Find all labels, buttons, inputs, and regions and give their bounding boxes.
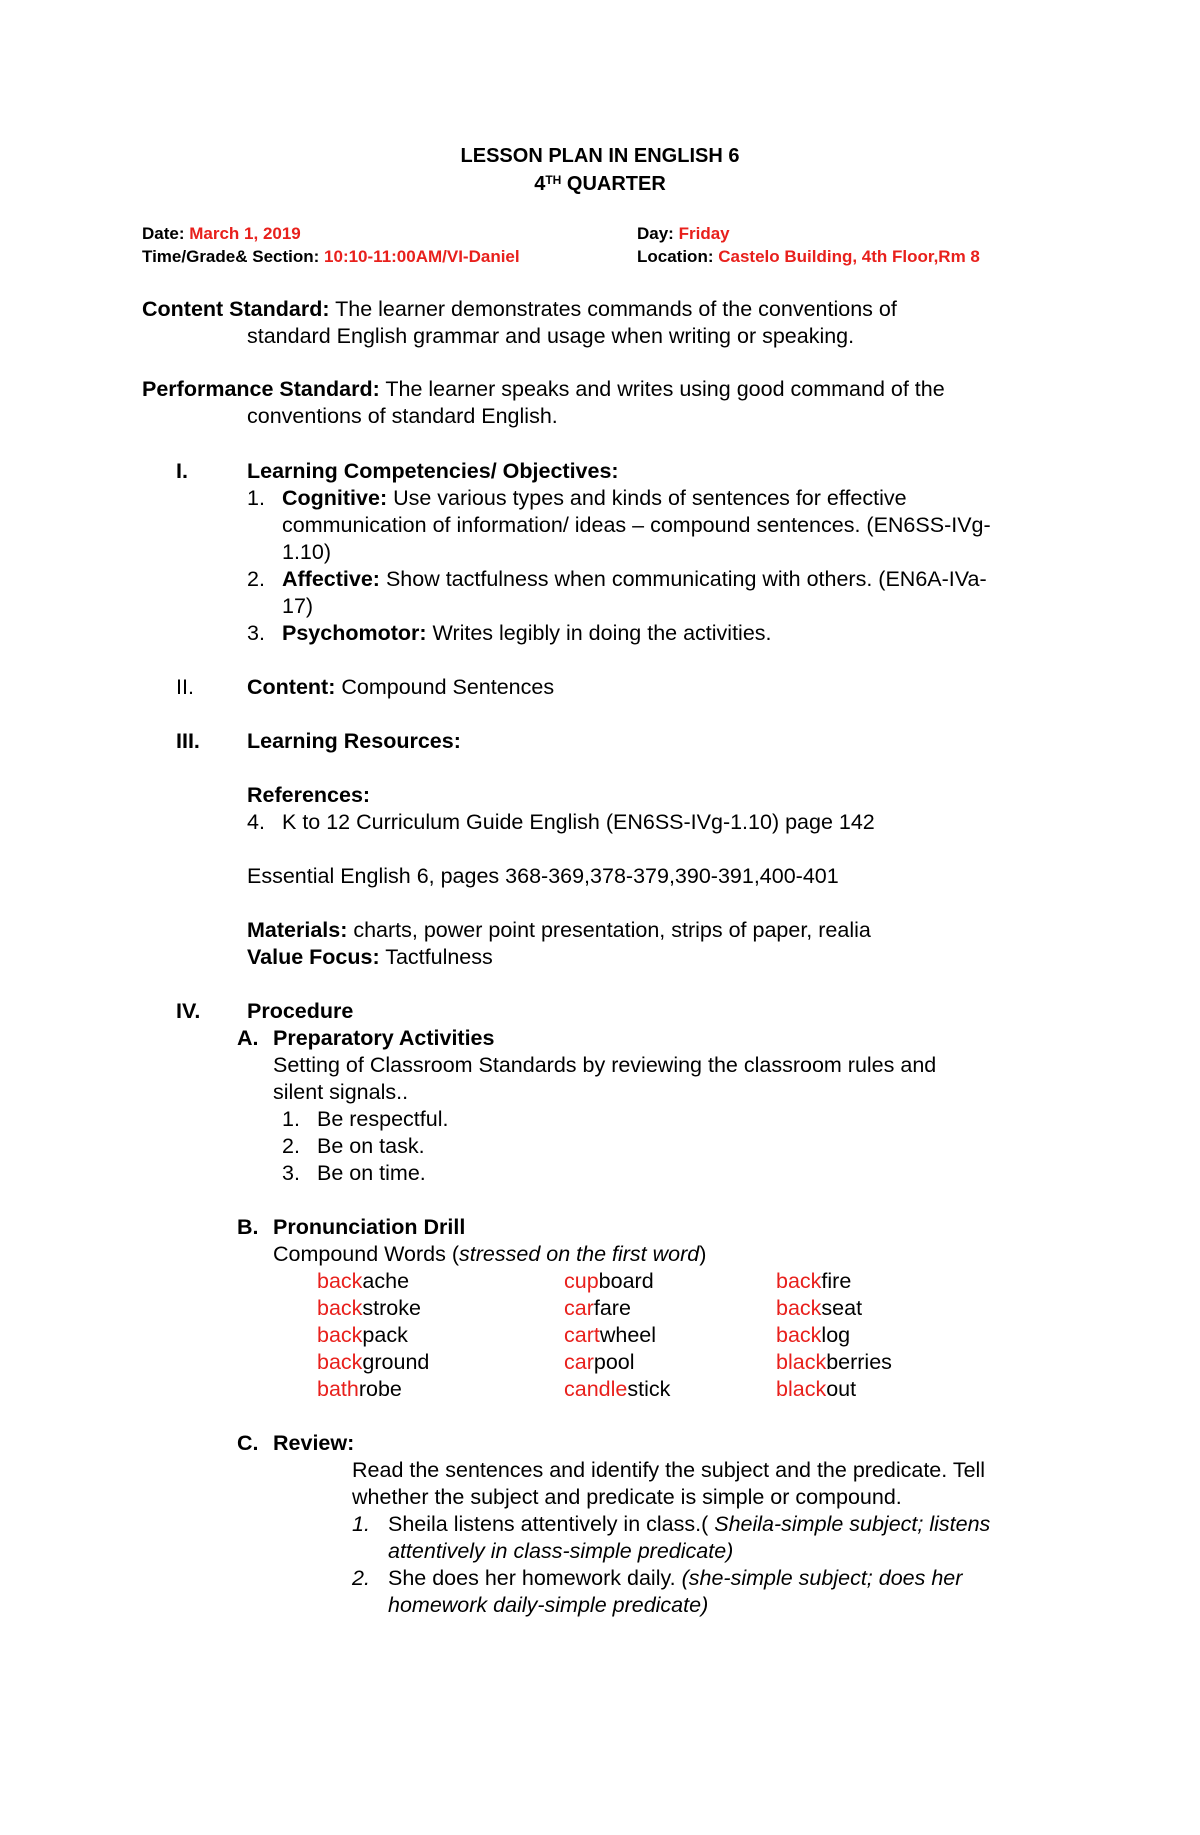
date-field: Date: March 1, 2019	[142, 224, 301, 243]
document-title: LESSON PLAN IN ENGLISH 6	[460, 145, 740, 167]
rule-item: Be respectful.	[317, 1107, 449, 1131]
word-item: carfare	[564, 1296, 631, 1320]
part-b-heading: Pronunciation Drill	[273, 1215, 466, 1239]
word-item: blackout	[776, 1377, 857, 1401]
part-a-letter: A.	[237, 1026, 259, 1050]
part-c-text-line1: Read the sentences and identify the subject and the predicate. Tell	[352, 1458, 986, 1482]
value-focus: Value Focus: Tactfulness	[247, 945, 493, 969]
review-item-cont: attentively in class-simple predicate)	[388, 1539, 734, 1563]
review-item: She does her homework daily. (she-simple subject; does her	[388, 1566, 963, 1590]
objective-affective: Affective: Show tactfulness when communicating with others. (EN6A-IVa-	[282, 567, 987, 591]
word-item: backpack	[317, 1323, 408, 1347]
part-a-text-line2: silent signals..	[273, 1080, 409, 1104]
rule-num: 3.	[282, 1161, 300, 1185]
part-c-heading: Review:	[273, 1431, 355, 1455]
objective-affective-line2: 17)	[282, 594, 314, 618]
section-1-numeral: I.	[176, 459, 188, 483]
word-item: cupboard	[564, 1269, 654, 1293]
part-c-text-line2: whether the subject and predicate is simple or compound.	[352, 1485, 902, 1509]
performance-standard: Performance Standard: The learner speaks and writes using good command of the	[142, 377, 945, 401]
review-num: 2.	[352, 1566, 370, 1590]
content-standard-cont: standard English grammar and usage when writing or speaking.	[247, 324, 855, 348]
section-3-heading: Learning Resources:	[247, 729, 461, 753]
time-grade-section-field: Time/Grade& Section: 10:10-11:00AM/VI-Daniel	[142, 247, 520, 266]
objective-cognitive-line2: communication of information/ ideas – compound sentences. (EN6SS-IVg-	[282, 513, 991, 537]
objective-cognitive: Cognitive: Use various types and kinds of sentences for effective	[282, 486, 907, 510]
word-item: background	[317, 1350, 430, 1374]
location-field: Location: Castelo Building, 4th Floor,Rm 8	[637, 247, 980, 266]
rule-num: 2.	[282, 1134, 300, 1158]
reference-num: 4.	[247, 810, 265, 834]
part-a-heading: Preparatory Activities	[273, 1026, 495, 1050]
rule-item: Be on task.	[317, 1134, 425, 1158]
performance-standard-cont: conventions of standard English.	[247, 404, 558, 428]
objective-3-num: 3.	[247, 621, 265, 645]
word-item: backstroke	[317, 1296, 421, 1320]
part-b-intro: Compound Words (stressed on the first word)	[273, 1242, 707, 1266]
objective-psychomotor: Psychomotor: Writes legibly in doing the activities.	[282, 621, 772, 645]
word-item: backlog	[776, 1323, 851, 1347]
part-c-letter: C.	[237, 1431, 259, 1455]
review-num: 1.	[352, 1512, 370, 1536]
word-item: cartwheel	[564, 1323, 657, 1347]
materials: Materials: charts, power point presentation, strips of paper, realia	[247, 918, 871, 942]
word-item: blackberries	[776, 1350, 892, 1374]
rule-item: Be on time.	[317, 1161, 426, 1185]
part-b-letter: B.	[237, 1215, 259, 1239]
content-standard: Content Standard: The learner demonstrates commands of the conventions of	[142, 297, 897, 321]
section-3-numeral: III.	[176, 729, 200, 753]
objective-cognitive-line3: 1.10)	[282, 540, 332, 564]
section-2-content: Content: Compound Sentences	[247, 675, 555, 699]
reference-curriculum-guide: K to 12 Curriculum Guide English (EN6SS-IVg-1.10) page 142	[282, 810, 875, 834]
section-4-heading: Procedure	[247, 999, 354, 1023]
rule-num: 1.	[282, 1107, 300, 1131]
references-label: References:	[247, 783, 371, 807]
quarter-heading: 4TH QUARTER	[534, 173, 666, 195]
word-item: bathrobe	[317, 1377, 402, 1401]
word-item: backseat	[776, 1296, 863, 1320]
word-item: candlestick	[564, 1377, 671, 1401]
objective-1-num: 1.	[247, 486, 265, 510]
part-a-text-line1: Setting of Classroom Standards by reviewing the classroom rules and	[273, 1053, 937, 1077]
review-item: Sheila listens attentively in class.( Sheila-simple subject; listens	[388, 1512, 991, 1536]
objective-2-num: 2.	[247, 567, 265, 591]
word-item: backfire	[776, 1269, 852, 1293]
section-2-numeral: II.	[176, 675, 194, 699]
section-1-heading: Learning Competencies/ Objectives:	[247, 459, 619, 483]
review-item-cont: homework daily-simple predicate)	[388, 1593, 709, 1617]
word-item: carpool	[564, 1350, 635, 1374]
reference-essential-english: Essential English 6, pages 368-369,378-379,390-391,400-401	[247, 864, 839, 888]
word-item: backache	[317, 1269, 410, 1293]
day-field: Day: Friday	[637, 224, 730, 243]
section-4-numeral: IV.	[176, 999, 201, 1023]
